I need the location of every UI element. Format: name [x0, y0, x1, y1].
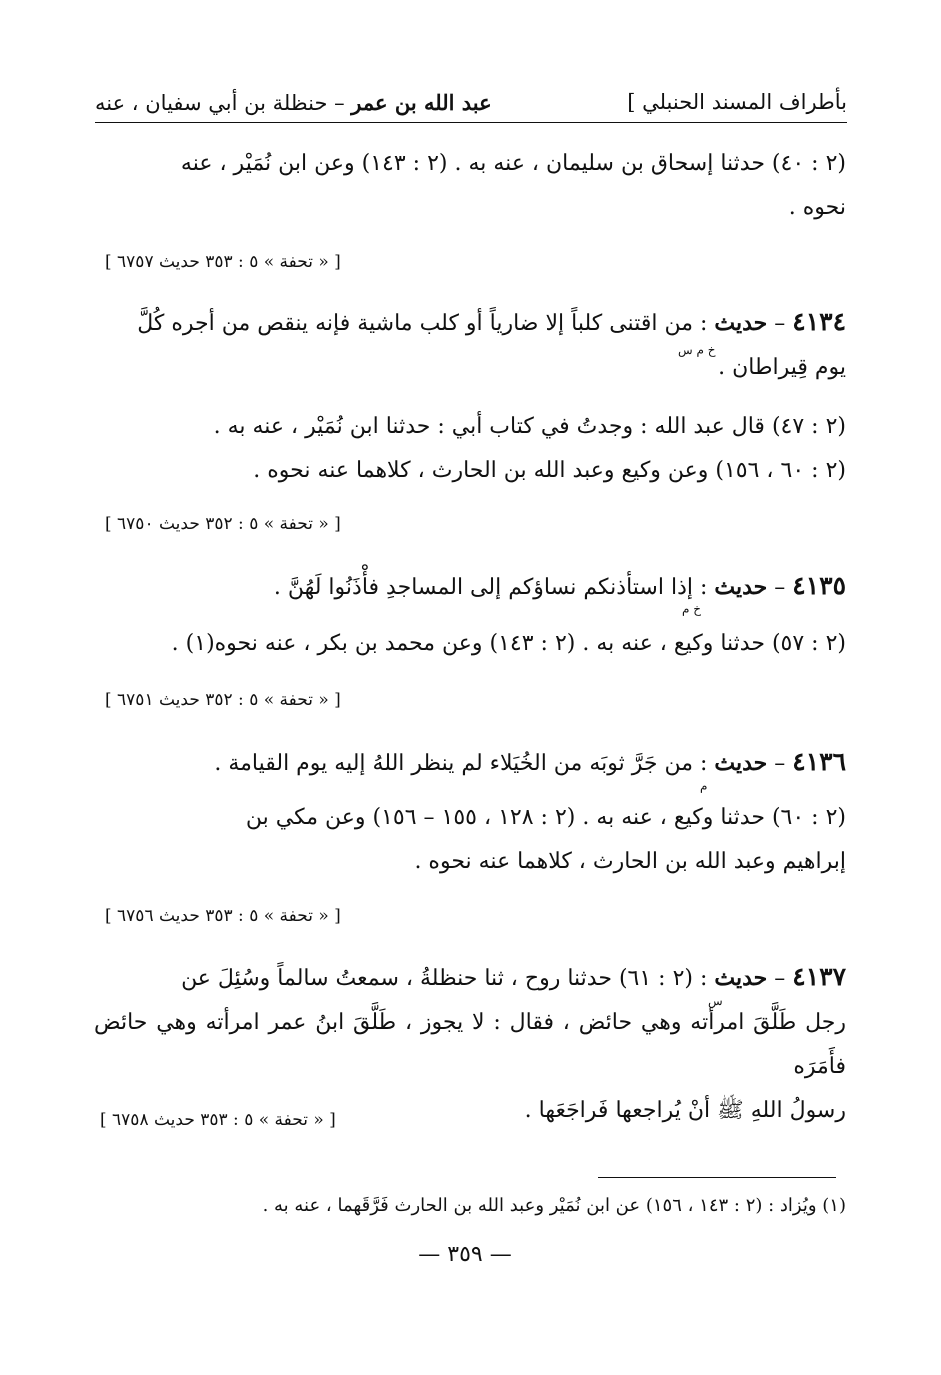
hadith-header-line: ٤١٣٥ – حديث : إذا استأذنكم نساؤكم إلى المساجدِ فأْذَنُوا لَهُنَّ . — [273, 571, 846, 600]
narrator-chain — [95, 90, 492, 115]
hadith-header-line: ٤١٣٤ – حديث : من اقتنى كلباً إلا ضارياً أو كلب ماشية فإنه ينقص من أجره كُلَّ — [137, 307, 846, 336]
running-header — [95, 82, 847, 123]
tuhfa-reference: [ « تحفة » ٥ : ٣٥٢ حديث ٦٧٥١ ] — [105, 690, 341, 710]
chain-text — [94, 796, 846, 884]
text-line: إبراهيم وعبد الله بن الحارث ، كلاهما عنه نحوه . — [414, 849, 846, 874]
text-line: (٢ : ٤٧) قال عبد الله : وجدتُ في كتاب أبي : حدثنا ابن نُمَيْر ، عنه به . — [213, 414, 846, 439]
hadith-text-line: يوم قِيراطان . — [718, 355, 846, 380]
hadith-text-line: رسولُ اللهِ ﷺ أنْ يُراجعها فَراجَعَها . — [524, 1098, 846, 1123]
narrator-chain-rest: – حنظلة بن أبي سفيان ، عنه — [95, 91, 345, 115]
hadith-number: ٤١٣٤ — [792, 307, 846, 336]
tuhfa-reference: [ « تحفة » ٥ : ٣٥٣ حديث ٦٧٥٧ ] — [105, 252, 341, 272]
hadith-text: : إذا استأذنكم نساؤكم إلى المساجدِ فأْذَنُوا لَهُنَّ . — [273, 575, 708, 600]
tuhfa-reference: [ « تحفة » ٥ : ٣٥٣ حديث ٦٧٥٨ ] — [100, 1110, 336, 1130]
narrator-chain-bold: عبد الله بن عمر — [351, 90, 492, 115]
collection-symbols: م — [700, 779, 708, 793]
hadith-label: حديث — [714, 750, 768, 776]
collection-symbols: خ م س — [678, 343, 716, 357]
hadith-entry — [94, 740, 846, 786]
page-number: — ٣٥٩ — — [418, 1242, 512, 1267]
book-title: بأطراف المسند الحنبلي ] — [627, 90, 847, 114]
hadith-label: حديث — [714, 310, 768, 336]
footnote: (١) ويُزاد : (٢ : ١٤٣ ، ١٥٦) عن ابن نُمَيْر وعبد الله بن الحارث فَرَّقَهما ، عنه به . — [262, 1195, 846, 1216]
text-line: (٢ : ٦٠) حدثنا وكيع ، عنه به . (٢ : ١٢٨ ، ١٥٥ – ١٥٦) وعن مكي بن — [245, 805, 846, 830]
hadith-entry — [94, 564, 846, 610]
chain-text — [94, 622, 846, 666]
hadith-text: : (٢ : ٦١) حدثنا روح ، ثنا حنظلةُ ، سمعتُ سالماً وسُئِلَ عن — [181, 966, 708, 991]
hadith-header-line: ٤١٣٧ – حديث : (٢ : ٦١) حدثنا روح ، ثنا حنظلةُ ، سمعتُ سالماً وسُئِلَ عن — [181, 962, 846, 991]
hadith-number: ٤١٣٥ — [792, 571, 846, 600]
hadith-label: حديث — [714, 965, 768, 991]
hadith-text: : من جَرَّ ثوبَه من الخُيَلاء لم ينظر اللهُ إليه يوم القيامة . — [214, 751, 708, 776]
footnote-separator — [598, 1177, 836, 1178]
text-line: (٢ : ٥٧) حدثنا وكيع ، عنه به . (٢ : ١٤٣) وعن محمد بن بكر ، عنه نحوه(١) . — [171, 631, 846, 656]
hadith-header-line: ٤١٣٦ – حديث : من جَرَّ ثوبَه من الخُيَلاء لم ينظر اللهُ إليه يوم القيامة . — [214, 747, 846, 776]
chain-text — [94, 405, 846, 493]
text-line: (٢ : ٤٠) حدثنا إسحاق بن سليمان ، عنه به . (٢ : ١٤٣) وعن ابن نُمَيْر ، عنه — [180, 151, 846, 176]
tuhfa-reference: [ « تحفة » ٥ : ٣٥٢ حديث ٦٧٥٠ ] — [105, 514, 341, 534]
text-line: نحوه . — [788, 195, 846, 220]
hadith-number: ٤١٣٦ — [792, 747, 846, 776]
hadith-label: حديث — [714, 574, 768, 600]
hadith-entry — [94, 955, 846, 1133]
tuhfa-reference: [ « تحفة » ٥ : ٣٥٣ حديث ٦٧٥٦ ] — [105, 906, 341, 926]
collection-symbols: خ م — [682, 602, 701, 616]
hadith-text-line: رجل طَلَّقَ امرأته وهي حائض ، فقال : لا يجوز ، طَلَّقَ ابنُ عمر امرأته وهي حائض فأَمَرَه — [94, 1010, 846, 1079]
hadith-number: ٤١٣٧ — [792, 962, 846, 991]
collection-symbols: س — [708, 994, 723, 1008]
hadith-entry — [94, 300, 846, 390]
continuation-text — [94, 142, 846, 230]
text-line: (٢ : ٦٠ ، ١٥٦) وعن وكيع وعبد الله بن الحارث ، كلاهما عنه نحوه . — [253, 458, 846, 483]
hadith-text: : من اقتنى كلباً إلا ضارياً أو كلب ماشية فإنه ينقص من أجره كُلَّ — [137, 311, 708, 336]
